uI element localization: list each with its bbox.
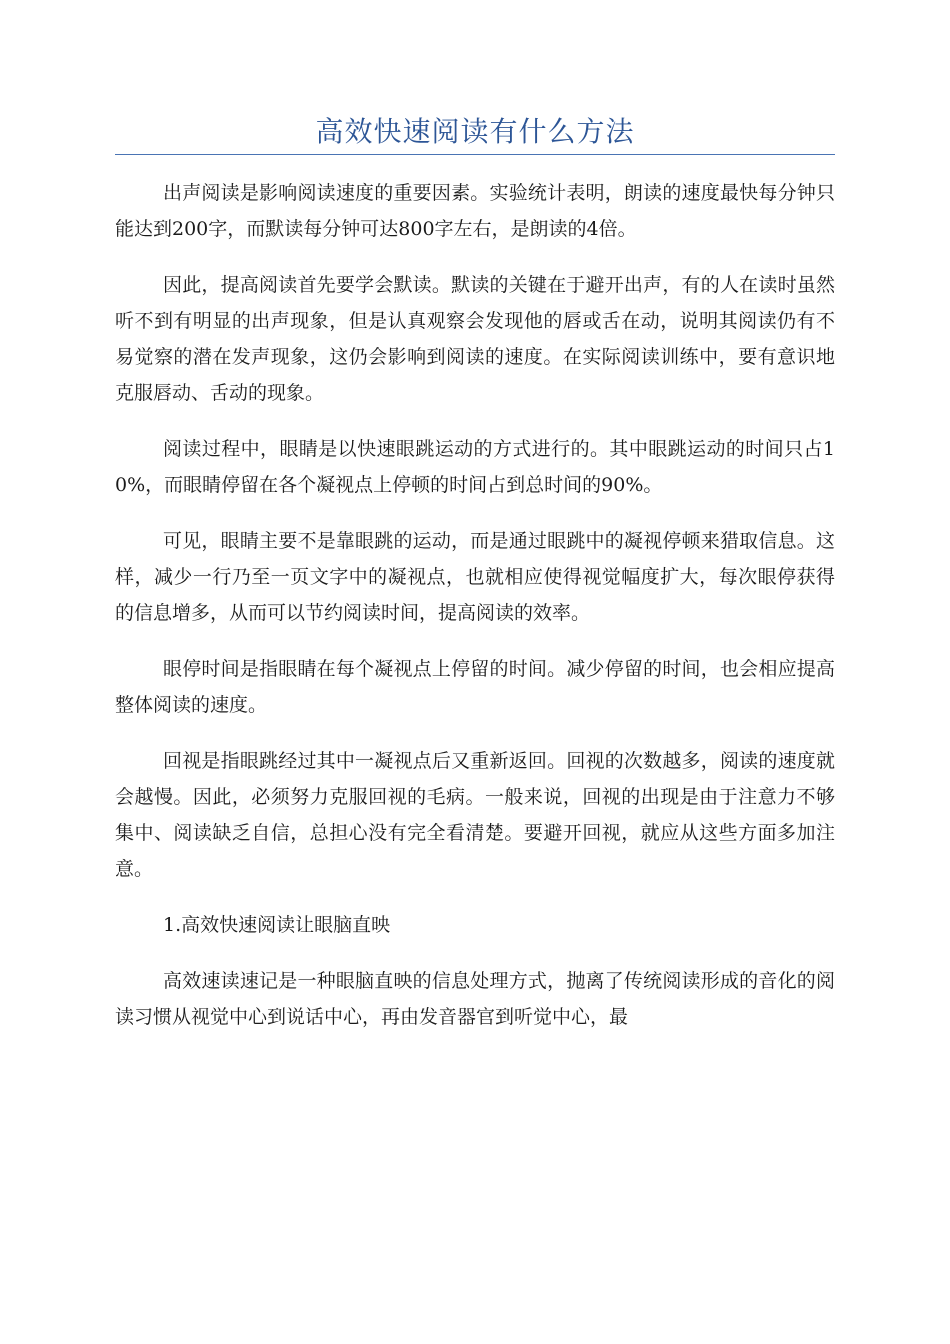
document-body [115,175,835,1055]
paragraph-2: 因此，提高阅读首先要学会默读。默读的关键在于避开出声，有的人在读时虽然听不到有明显的出声现象，但是认真观察会发现他的唇或舌在动，说明其阅读仍有不易觉察的潜在发声现象，这仍会影响到阅读的速度。在实际阅读训练中，要有意识地克服唇动、舌动的现象。 [115,274,835,404]
paragraph-4: 可见，眼睛主要不是靠眼跳的运动，而是通过眼跳中的凝视停顿来猎取信息。这样，减少一行乃至一页文字中的凝视点，也就相应使得视觉幅度扩大，每次眼停获得的信息增多，从而可以节约阅读时间，提高阅读的效率。 [115,530,835,624]
paragraph-3: 阅读过程中，眼睛是以快速眼跳运动的方式进行的。其中眼跳运动的时间只占10%，而眼睛停留在各个凝视点上停顿的时间占到总时间的90%。 [115,438,835,496]
title-underline [115,154,835,155]
paragraph-7: 高效速读速记是一种眼脑直映的信息处理方式，抛离了传统阅读形成的音化的阅读习惯从视觉中心到说话中心，再由发音器官到听觉中心，最 [115,970,835,1028]
document-title: 高效快速阅读有什么方法 [315,115,635,148]
section-heading-1: 1.高效快速阅读让眼脑直映 [163,914,391,936]
paragraph-5: 眼停时间是指眼睛在每个凝视点上停留的时间。减少停留的时间，也会相应提高整体阅读的速度。 [115,658,835,716]
paragraph-6: 回视是指眼跳经过其中一凝视点后又重新返回。回视的次数越多，阅读的速度就会越慢。因此，必须努力克服回视的毛病。一般来说，回视的出现是由于注意力不够集中、阅读缺乏自信，总担心没有完全看清楚。要避开回视，就应从这些方面多加注意。 [115,750,835,880]
paragraph-1: 出声阅读是影响阅读速度的重要因素。实验统计表明，朗读的速度最快每分钟只能达到200字，而默读每分钟可达800字左右，是朗读的4倍。 [115,182,835,240]
